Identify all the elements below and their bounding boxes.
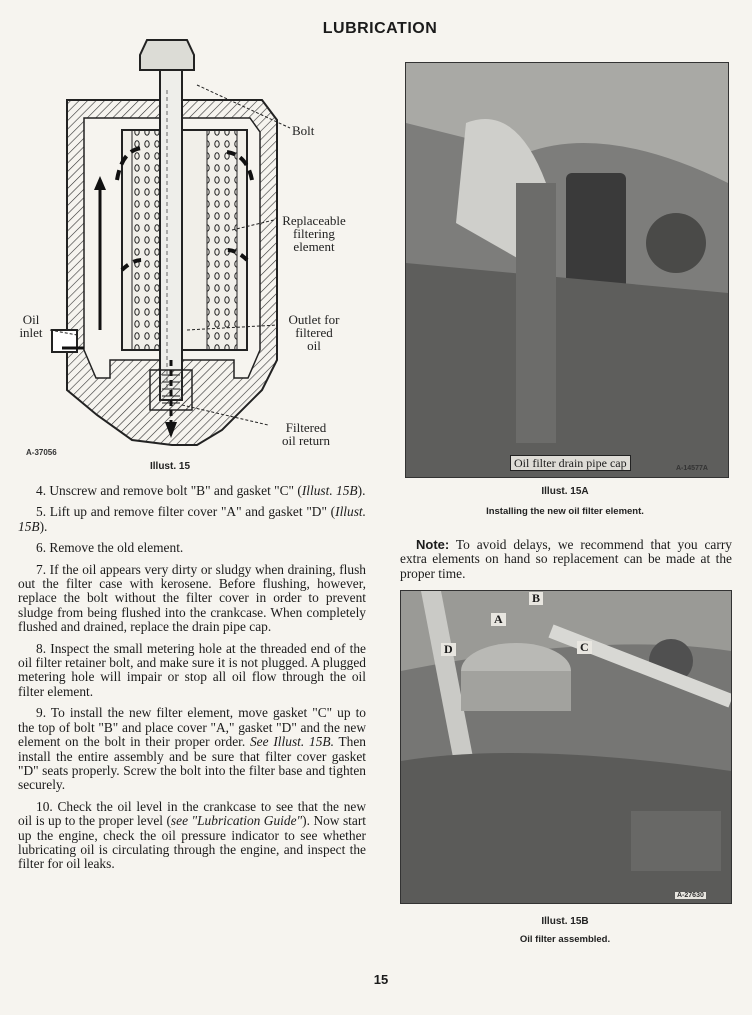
step-5: 5. Lift up and remove filter cover "A" and gasket "D" (Illust. 15B). [18,504,366,534]
step-10: 10. Check the oil level in the crankcase to see that the new oil is up to the proper level (see "Lubrication Guide"). Now start up the engine, check the oil pressure indicator to see whether lubricating oil is circulating through the engine, and inspect the filter for oil leaks. [18,798,366,872]
page-title: LUBRICATION [322,20,438,37]
label-oil-inlet: Oil inlet [19,312,43,340]
note-text: To avoid delays, we recommend that you carry extra elements on hand so replacement can be made at the proper time. [400,537,732,581]
oil-filter-cutaway-diagram [19,30,362,460]
label-outlet-filtered-oil: Outlet for filtered oil [288,312,340,353]
photo-installing-filter-element [405,62,729,478]
note-label: Note: [416,537,450,552]
procedure-steps [18,484,366,879]
photo-subcaption-15b: Oil filter assembled. [519,934,611,945]
photo-filter-assembled [400,590,732,904]
figure-code: A-37056 [26,448,57,457]
filter-canister [566,173,626,293]
step-8: 8. Inspect the small metering hole at the threaded end of the oil filter retainer bolt, and make sure it is not plugged. A plugged metering hole will impair or stop all oil flow through the oil filter element. [18,640,366,699]
label-replaceable-element: Replaceable filtering element [282,213,346,254]
photo-code: A-27630 [677,892,704,899]
bolt-shaft [160,70,182,400]
step-4: 4. Unscrew and remove bolt "B" and gasket "C" (Illust. 15B). [36,483,366,498]
step-9: 9. To install the new filter element, move gasket "C" up to the top of bolt "B" and place cover "A," gasket "D" and the new element on the bolt in their proper order. See Illust. 15B. Then install the entire assembly and be sure that filter cover gasket "D" seats properly. Screw the bolt into the filter base and tighten securely. [18,705,366,793]
page-number: 15 [373,972,389,987]
marker-d: D [441,643,456,656]
label-filtered-oil-return: Filtered oil return [281,420,330,448]
note-paragraph [400,538,732,581]
figure-caption: Illust. 15 [149,461,190,472]
photo-subcaption-15a: Installing the new oil filter element. [486,506,644,517]
label-bolt: Bolt [292,123,315,138]
drain-pipe-cap-label: Oil filter drain pipe cap [510,455,631,471]
step-7: 7. If the oil appears very dirty or sludgy when draining, flush out the filter case with kerosene. Before flushing, however, replace the bolt without the filter cover in order to prevent sludge from being flushed into the crankcase. When completely flushed and drained, replace the drain pipe cap. [18,561,366,635]
marker-c: C [577,641,592,654]
photo-code: A-14577A [676,465,708,472]
bolt-head [140,40,194,70]
photo-caption-15a: Illust. 15A [541,486,589,497]
marker-a: A [491,613,506,626]
step-6: 6. Remove the old element. [36,540,184,556]
marker-b: B [529,592,543,605]
photo-caption-15b: Illust. 15B [541,916,589,927]
